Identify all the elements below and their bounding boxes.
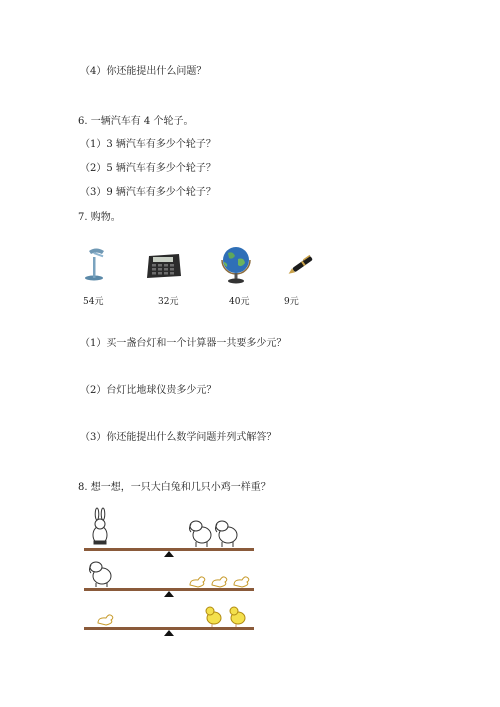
balance-scales-figure [78, 505, 258, 645]
q7-sub3: （3）你还能提出什么数学问题并列式解答？ [80, 432, 277, 443]
chick-icon [230, 607, 245, 627]
rabbit-icon [93, 508, 107, 544]
duck-icon [234, 577, 249, 587]
q6-title: 6. 一辆汽车有 4 个轮子。 [78, 116, 194, 127]
price-calculator: 32元 [158, 297, 179, 307]
q5-sub4: （4）你还能提出什么问题？ [80, 66, 207, 77]
scale-dog-vs-three-ducks [84, 562, 254, 597]
q6-sub2: （2）5 辆汽车有多少个轮子？ [80, 163, 216, 174]
duck-icon [190, 577, 205, 587]
scale-duck-vs-two-chicks [84, 607, 254, 636]
calculator-icon [145, 252, 183, 280]
duck-icon [212, 577, 227, 587]
q6-sub3: （3）9 辆汽车有多少个轮子？ [80, 187, 216, 198]
duck-icon [98, 615, 113, 625]
fountain-pen-icon [282, 250, 322, 280]
q6-sub1: （1）3 辆汽车有多少个轮子？ [80, 139, 216, 150]
price-globe: 40元 [229, 297, 250, 307]
q8-title: 8. 想一想，一只大白兔和几只小鸡一样重？ [78, 482, 271, 493]
price-pen: 9元 [284, 297, 299, 307]
desk-lamp-icon [82, 245, 110, 281]
q7-sub2: （2）台灯比地球仪贵多少元？ [80, 385, 217, 396]
dog-icon [190, 521, 212, 547]
price-lamp: 54元 [83, 297, 104, 307]
dog-icon [216, 521, 238, 547]
globe-icon [218, 244, 254, 284]
chick-icon [206, 607, 221, 627]
scale-rabbit-vs-two-dogs [84, 508, 254, 557]
dog-icon [90, 562, 112, 587]
q7-sub1: （1）买一盏台灯和一个计算器一共要多少元？ [80, 338, 287, 349]
q7-title: 7. 购物。 [78, 212, 121, 223]
